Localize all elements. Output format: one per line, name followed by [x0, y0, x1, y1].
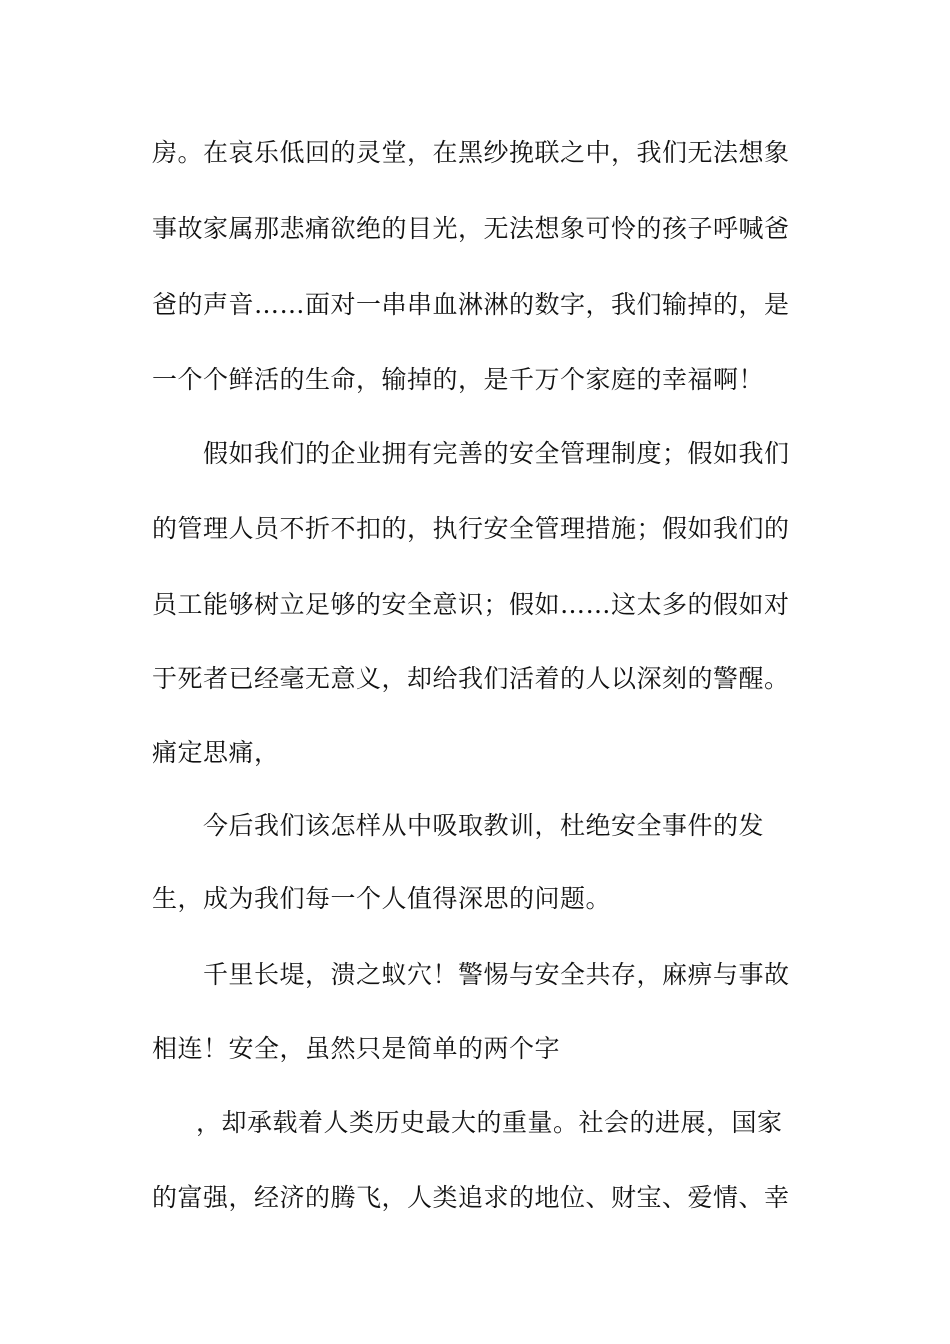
text-line: 爸的声音……面对一串串血淋淋的数字，我们输掉的，是: [152, 290, 790, 319]
text-line: 假如我们的企业拥有完善的安全管理制度；假如我们: [203, 439, 790, 468]
text-line: 员工能够树立足够的安全意识；假如……这太多的假如对: [152, 590, 790, 619]
text-line: 千里长堤，溃之蚁穴！警惕与安全共存，麻痹与事故: [203, 960, 790, 989]
text-line: ，却承载着人类历史最大的重量。社会的进展，国家: [196, 1108, 783, 1137]
text-line: 的管理人员不折不扣的，执行安全管理措施；假如我们的: [152, 514, 790, 543]
text-line: 的富强，经济的腾飞，人类追求的地位、财宝、爱情、幸: [152, 1183, 790, 1212]
text-line: 房。在哀乐低回的灵堂，在黑纱挽联之中，我们无法想象: [152, 138, 790, 167]
text-line: 今后我们该怎样从中吸取教训，杜绝安全事件的发: [203, 811, 765, 840]
text-line: 于死者已经毫无意义，却给我们活着的人以深刻的警醒。: [152, 664, 790, 693]
text-line: 痛定思痛，: [152, 738, 280, 767]
text-line: 事故家属那悲痛欲绝的目光，无法想象可怜的孩子呼喊爸: [152, 214, 790, 243]
text-line: 相连！安全，虽然只是简单的两个字: [152, 1034, 561, 1063]
text-line: 生，成为我们每一个人值得深思的问题。: [152, 884, 612, 913]
text-line: 一个个鲜活的生命，输掉的，是千万个家庭的幸福啊！: [152, 365, 765, 394]
